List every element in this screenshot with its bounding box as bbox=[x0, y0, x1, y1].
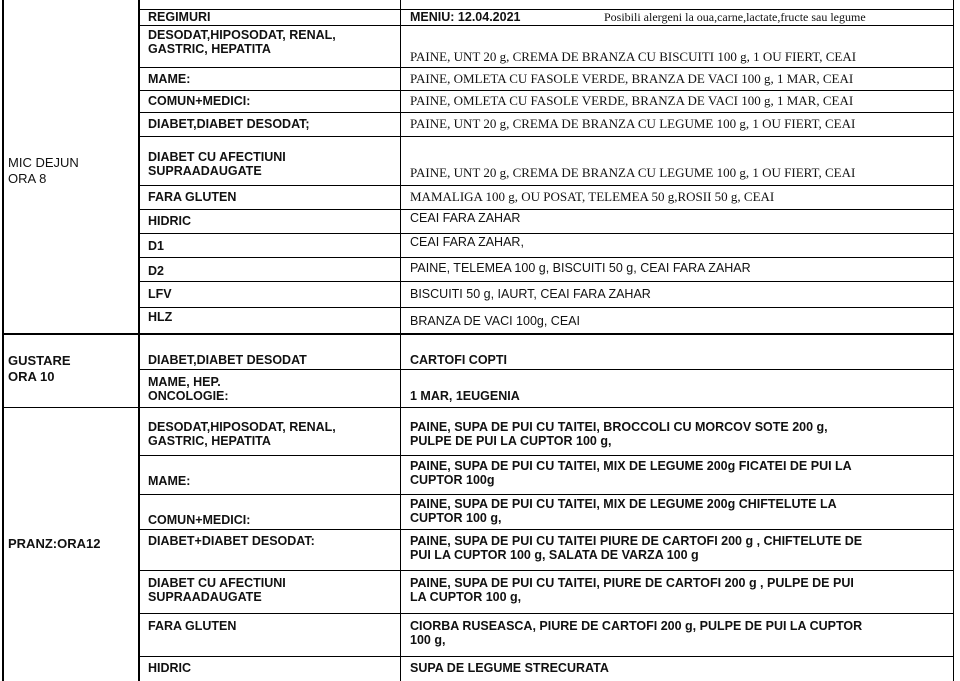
menu-mame-breakfast: PAINE, OMLETA CU FASOLE VERDE, BRANZA DE VACI 100 g, 1 MAR, CEAI bbox=[410, 71, 854, 86]
meal-label-breakfast: MIC DEJUN ORA 8 bbox=[8, 155, 79, 186]
row-line bbox=[138, 529, 954, 530]
menu-comun-breakfast: PAINE, OMLETA CU FASOLE VERDE, BRANZA DE VACI 100 g, 1 MAR, CEAI bbox=[410, 93, 854, 108]
regime-diabet-lunch: DIABET+DIABET DESODAT: bbox=[148, 534, 315, 548]
section-divider-snack-lunch bbox=[2, 407, 954, 408]
row-line bbox=[138, 185, 954, 186]
menu-lfv-breakfast: BISCUITI 50 g, IAURT, CEAI FARA ZAHAR bbox=[410, 287, 651, 301]
regime-column-divider bbox=[400, 0, 401, 681]
regime-mame-lunch: MAME: bbox=[148, 474, 191, 488]
row-line bbox=[138, 455, 954, 456]
menu-fara-gluten-lunch: CIORBA RUSEASCA, PIURE DE CARTOFI 200 g, PULPE DE PUI LA CUPTOR 100 g, bbox=[410, 619, 863, 647]
menu-mame-hep-snack: 1 MAR, 1EUGENIA bbox=[410, 389, 520, 403]
regime-diabet-breakfast: DIABET,DIABET DESODAT; bbox=[148, 117, 310, 131]
row-line bbox=[138, 369, 954, 370]
regime-diabet-snack: DIABET,DIABET DESODAT bbox=[148, 353, 307, 367]
menu-desodat-lunch: PAINE, SUPA DE PUI CU TAITEI, BROCCOLI CU MORCOV SOTE 200 g, PULPE DE PUI LA CUPTOR 100 g, bbox=[410, 420, 828, 448]
row-line bbox=[138, 281, 954, 282]
row-line bbox=[138, 307, 954, 308]
row-line bbox=[138, 257, 954, 258]
row-line bbox=[138, 112, 954, 113]
menu-diabet-snack: CARTOFI COPTI bbox=[410, 353, 507, 367]
regime-hidric-lunch: HIDRIC bbox=[148, 661, 192, 675]
meal-label-lunch: PRANZ:ORA12 bbox=[8, 536, 101, 551]
regime-hidric-breakfast: HIDRIC bbox=[148, 214, 192, 228]
regime-lfv-breakfast: LFV bbox=[148, 287, 172, 301]
regime-mame-hep-snack: MAME, HEP. ONCOLOGIE: bbox=[148, 375, 229, 403]
meal-label-snack: GUSTARE ORA 10 bbox=[8, 353, 71, 384]
regime-desodat-lunch: DESODAT,HIPOSODAT, RENAL, GASTRIC, HEPATITA bbox=[148, 420, 336, 448]
regime-comun-lunch: COMUN+MEDICI: bbox=[148, 513, 251, 527]
menu-mame-lunch: PAINE, SUPA DE PUI CU TAITEI, MIX DE LEGUME 200g FICATEI DE PUI LA CUPTOR 100g bbox=[410, 459, 852, 487]
menu-hlz-breakfast: BRANZA DE VACI 100g, CEAI bbox=[410, 314, 580, 328]
row-line bbox=[138, 136, 954, 137]
regime-hlz-breakfast: HLZ bbox=[148, 310, 173, 324]
regime-diabet-afectiuni-breakfast: DIABET CU AFECTIUNI SUPRAADAUGATE bbox=[148, 150, 286, 178]
regime-desodat-breakfast: DESODAT,HIPOSODAT, RENAL, GASTRIC, HEPATITA bbox=[148, 28, 336, 56]
menu-diabet-afectiuni-breakfast: PAINE, UNT 20 g, CREMA DE BRANZA CU LEGUME 100 g, 1 OU FIERT, CEAI bbox=[410, 165, 856, 180]
menu-d2-breakfast: PAINE, TELEMEA 100 g, BISCUITI 50 g, CEAI FARA ZAHAR bbox=[410, 261, 751, 275]
menu-desodat-breakfast: PAINE, UNT 20 g, CREMA DE BRANZA CU BISCUITI 100 g, 1 OU FIERT, CEAI bbox=[410, 49, 857, 64]
meal-column-divider bbox=[138, 0, 140, 681]
menu-hidric-lunch: SUPA DE LEGUME STRECURATA bbox=[410, 661, 609, 675]
menu-hidric-breakfast: CEAI FARA ZAHAR bbox=[410, 211, 521, 225]
row-line bbox=[138, 570, 954, 571]
menu-date: MENIU: 12.04.2021 bbox=[410, 10, 521, 24]
menu-diabet-breakfast: PAINE, UNT 20 g, CREMA DE BRANZA CU LEGUME 100 g, 1 OU FIERT, CEAI bbox=[410, 116, 856, 131]
row-line bbox=[138, 233, 954, 234]
row-line bbox=[138, 656, 954, 657]
outer-right-border bbox=[953, 0, 954, 681]
regimuri-header: REGIMURI bbox=[148, 10, 211, 24]
regime-comun-breakfast: COMUN+MEDICI: bbox=[148, 94, 251, 108]
section-divider-breakfast-snack bbox=[2, 333, 954, 335]
allergens-note: Posibili alergeni la oua,carne,lactate,fructe sau legume bbox=[604, 10, 866, 24]
menu-comun-lunch: PAINE, SUPA DE PUI CU TAITEI, MIX DE LEGUME 200g CHIFTELUTE LA CUPTOR 100 g, bbox=[410, 497, 837, 525]
row-line bbox=[138, 613, 954, 614]
row-line bbox=[138, 90, 954, 91]
regime-mame-breakfast: MAME: bbox=[148, 72, 191, 86]
row-line bbox=[138, 494, 954, 495]
menu-fara-gluten-breakfast: MAMALIGA 100 g, OU POSAT, TELEMEA 50 g,ROSII 50 g, CEAI bbox=[410, 189, 775, 204]
regime-d1-breakfast: D1 bbox=[148, 239, 164, 253]
row-line bbox=[138, 209, 954, 210]
menu-d1-breakfast: CEAI FARA ZAHAR, bbox=[410, 235, 524, 249]
regime-fara-gluten-breakfast: FARA GLUTEN bbox=[148, 190, 237, 204]
outer-left-border bbox=[2, 0, 4, 681]
regime-fara-gluten-lunch: FARA GLUTEN bbox=[148, 619, 237, 633]
regime-d2-breakfast: D2 bbox=[148, 264, 164, 278]
row-line bbox=[138, 67, 954, 68]
menu-diabet-afectiuni-lunch: PAINE, SUPA DE PUI CU TAITEI, PIURE DE CARTOFI 200 g , PULPE DE PUI LA CUPTOR 100 g, bbox=[410, 576, 854, 604]
menu-diabet-lunch: PAINE, SUPA DE PUI CU TAITEI PIURE DE CARTOFI 200 g , CHIFTELUTE DE PUI LA CUPTOR 100 g, SALATA DE VARZA 100 g bbox=[410, 534, 863, 562]
row-line bbox=[138, 25, 954, 26]
regime-diabet-afectiuni-lunch: DIABET CU AFECTIUNI SUPRAADAUGATE bbox=[148, 576, 286, 604]
